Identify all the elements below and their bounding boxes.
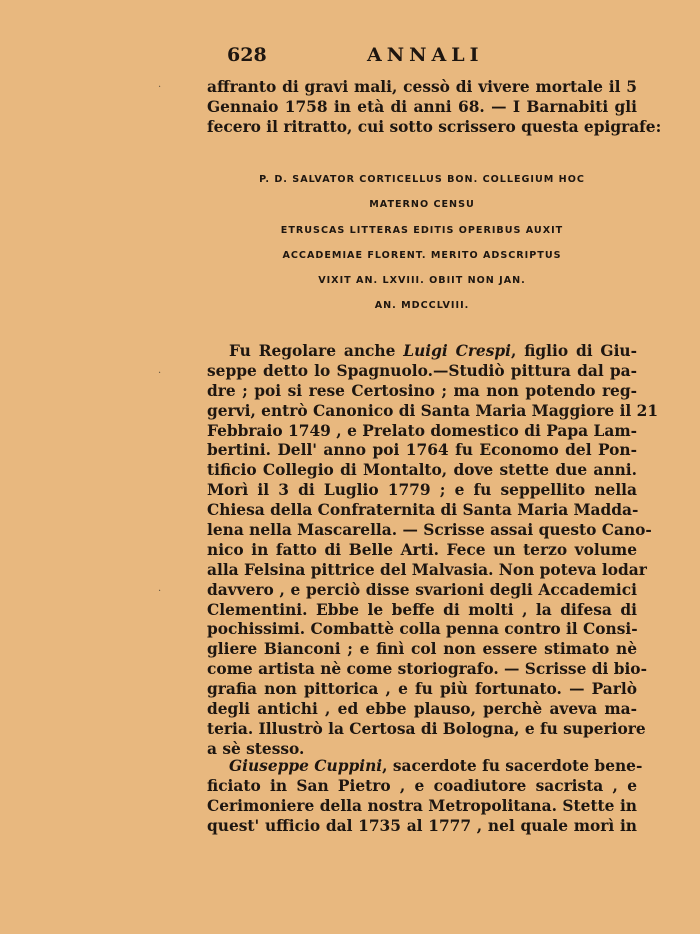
- text-fragment: Fu Regolare anche: [229, 342, 404, 360]
- running-head: ANNALI: [367, 44, 484, 66]
- page-header: [227, 44, 637, 68]
- text-line: lena nella Mascarella. — Scrisse assai questo Cano-: [207, 521, 652, 540]
- text-fragment: , figlio di Giu-: [511, 342, 637, 360]
- text-line: alla Felsina pittrice del Malvasia. Non poteva lodar: [207, 560, 647, 579]
- epigraph-line: AN. MDCCLVIII.: [374, 300, 470, 312]
- text-line: Clementini. Ebbe le beffe di molti , la difesa di: [207, 600, 637, 619]
- epigraph-line: ACCADEMIAE FLORENT. MERITO ADSCRIPTUS: [282, 249, 562, 261]
- paragraph-giuseppe-cuppini: [207, 757, 643, 837]
- person-name: Luigi Crespi: [403, 342, 511, 360]
- text-line: Cerimoniere della nostra Metropolitana. Stette in: [207, 796, 637, 815]
- margin-dot: ·: [158, 586, 162, 597]
- text-line: gliere Bianconi ; e finì col non essere stimato nè: [207, 640, 637, 659]
- text-line: come artista nè come storiografo. — Scrisse di bio-: [207, 660, 647, 679]
- epigraph-line: ETRUSCAS LITTERAS EDITIS OPERIBUS AUXIT: [280, 224, 564, 236]
- text-line: quest' ufficio dal 1735 al 1777 , nel quale morì in: [207, 816, 637, 835]
- text-line: [207, 342, 637, 362]
- paragraph-continuation: [207, 78, 662, 138]
- text-line: tificio Collegio di Montalto, dove stette due anni.: [207, 461, 637, 480]
- text-line: Morì il 3 di Luglio 1779 ; e fu seppellito nella: [207, 481, 637, 500]
- text-line: fecero il ritratto, cui sotto scrissero questa epigrafe:: [207, 117, 662, 136]
- person-name: Giuseppe Cuppini: [229, 757, 383, 775]
- epigraph-line: MATERNO CENSU: [369, 199, 475, 211]
- text-line: pochissimi. Combattè colla penna contro il Consi-: [207, 620, 638, 639]
- text-line: teria. Illustrò la Certosa di Bologna, e fu superiore: [207, 719, 646, 738]
- text-line: Chiesa della Confraternita di Santa Maria Madda-: [207, 501, 639, 520]
- text-line: nico in fatto di Belle Arti. Fece un terzo volume: [207, 540, 637, 559]
- text-line: seppe detto lo Spagnuolo.—Studiò pittura dal pa-: [207, 361, 637, 380]
- text-line: dre ; poi si rese Certosino ; ma non potendo reg-: [207, 381, 637, 400]
- text-line: Febbraio 1749 , e Prelato domestico di Papa Lam-: [207, 421, 637, 440]
- margin-dot: ·: [158, 368, 162, 379]
- text-line: grafia non pittorica , e fu più fortunato. — Parlò: [207, 680, 637, 699]
- text-line: affranto di gravi mali, cessò di vivere mortale il 5: [207, 78, 637, 96]
- margin-dot: ·: [158, 82, 162, 93]
- text-line: gervi, entrò Canonico di Santa Maria Maggiore il 21: [207, 401, 659, 420]
- text-line: degli antichi , ed ebbe plauso, perchè aveva ma-: [207, 700, 637, 719]
- epigraph-line: VIXIT AN. LXVIII. OBIIT NON JAN.: [318, 275, 526, 287]
- text-line: Gennaio 1758 in età di anni 68. — I Barnabiti gli: [207, 97, 637, 116]
- epigraph-inscription: [207, 167, 637, 319]
- text-line: davvero , e perciò disse svarioni degli Accademici: [207, 580, 637, 599]
- text-line: [207, 757, 643, 777]
- text-fragment: , sacerdote fu sacerdote bene-: [382, 757, 643, 775]
- text-line: a sè stesso.: [207, 739, 305, 758]
- page-number: 628: [227, 44, 267, 66]
- text-line: ficiato in San Pietro , e coadiutore sacrista , e: [207, 776, 637, 795]
- epigraph-line: P. D. SALVATOR CORTICELLUS BON. COLLEGIUM HOC: [259, 174, 585, 185]
- paragraph-luigi-crespi: [207, 342, 659, 760]
- text-line: bertini. Dell' anno poi 1764 fu Economo del Pon-: [207, 441, 637, 460]
